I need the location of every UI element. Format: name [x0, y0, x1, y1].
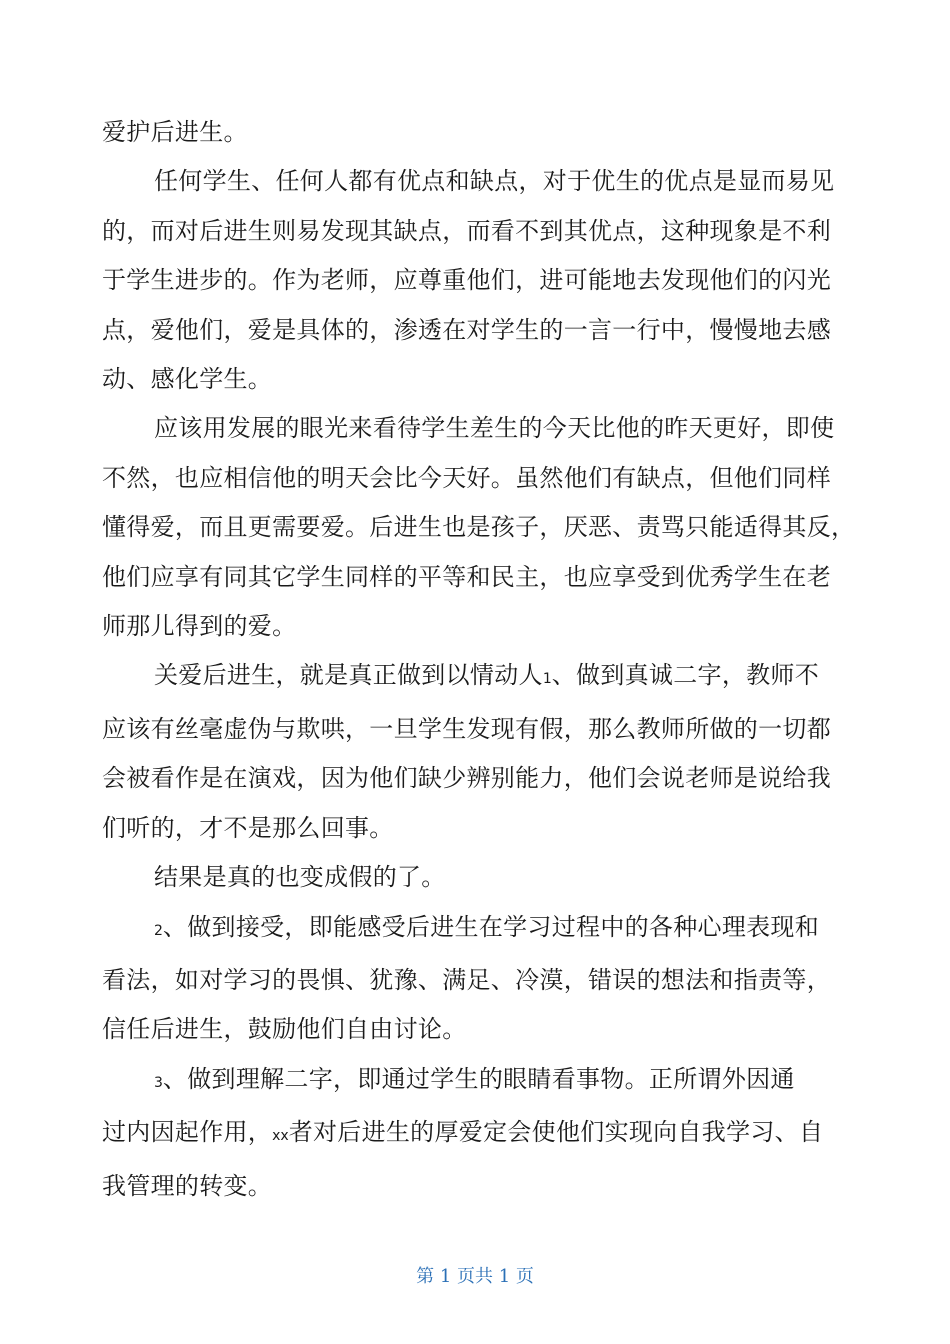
text-line: 不然，也应相信他的明天会比今天好。虽然他们有缺点，但他们同样	[102, 463, 831, 492]
text-line: 我管理的转变。	[102, 1171, 273, 1200]
text-line: 信任后进生，鼓励他们自由讨论。	[102, 1015, 467, 1044]
text-line: 的，而对后进生则易发现其缺点，而看不到其优点，这种现象是不利	[102, 216, 831, 245]
text-line: 看法，如对学习的畏惧、犹豫、满足、冷漠，错误的想法和指责等，	[102, 965, 831, 994]
text-line: 动、感化学生。	[102, 365, 273, 394]
text-line	[102, 1055, 860, 1108]
text-segment: 、做到真诚二字，教师不	[551, 661, 820, 690]
text-line: 会被看作是在演戏，因为他们缺少辨别能力，他们会说老师是说给我	[102, 764, 831, 793]
text-segment: 、做到理解二字，即通过学生的眼睛看事物。正所谓外因通	[162, 1064, 795, 1093]
text-line: 懂得爱，而且更需要爱。后进生也是孩子，厌恶、责骂只能适得其反，	[102, 513, 856, 542]
text-line: 他们应享有同其它学生同样的平等和民主，也应享受到优秀学生在老	[102, 562, 831, 591]
text-line: 结果是真的也变成假的了。	[154, 863, 446, 892]
text-line: 应该用发展的眼光来看待学生差生的今天比他的昨天更好，即使	[154, 414, 835, 443]
document-body	[102, 108, 860, 1211]
text-line	[102, 903, 860, 956]
text-segment: 、做到接受，即能感受后进生在学习过程中的各种心理表现和	[162, 912, 820, 941]
list-number: 1	[542, 671, 552, 688]
text-line	[102, 651, 860, 704]
text-segment: 过内因起作用，	[102, 1118, 273, 1147]
text-line: 们听的，才不是那么回事。	[102, 813, 394, 842]
page-footer: 第 1 页共 1 页	[416, 1266, 534, 1287]
list-number: 3	[154, 1074, 163, 1091]
text-line: 师那儿得到的爱。	[102, 612, 297, 641]
text-line: 应该有丝毫虚伪与欺哄，一旦学生发现有假，那么教师所做的一切都	[102, 714, 831, 743]
placeholder-mark: xx	[272, 1128, 289, 1145]
text-line	[102, 1108, 860, 1161]
text-line: 爱护后进生。	[102, 118, 248, 146]
list-number: 2	[154, 922, 163, 939]
text-line: 点，爱他们，爱是具体的，渗透在对学生的一言一行中，慢慢地去感	[102, 315, 831, 344]
text-segment: 关爱后进生，就是真正做到以情动人	[154, 661, 543, 690]
text-line: 任何学生、任何人都有优点和缺点，对于优生的优点是显而易见	[154, 167, 835, 196]
text-segment: 者对后进生的厚爱定会使他们实现向自我学习、自	[288, 1118, 824, 1147]
text-line: 于学生进步的。作为老师，应尊重他们，进可能地去发现他们的闪光	[102, 266, 831, 295]
